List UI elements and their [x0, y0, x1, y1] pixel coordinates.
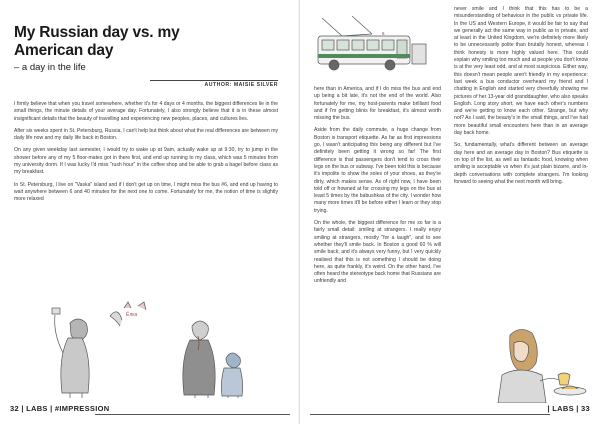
page-footer-right: | LABS | 33: [547, 404, 590, 413]
family-sketch-illustration: [30, 298, 270, 398]
svg-text:6: 6: [382, 31, 385, 36]
paragraph: Aside from the daily commute, a huge change from Boston is transport etiquette. As far as first impressions go, I wasn't anticipating this being any different but I've definitely been getting it wrong so far! The first difference is that passengers don't tend to cross their legs on the bus or subway. I've been told this is because it's impolite to show the soles of your shoes, as they're dirty, which makes sense. As of right now, I have been told off or frowned at for crossing my legs on the bus at least 5 times by the babushkas of the city. I wonder how many more times it'll be before either I learn or they stop trying.: [314, 127, 441, 214]
author-byline: AUTHOR: MAISIE SILVER: [150, 80, 278, 88]
bus-sketch-illustration: [312, 14, 432, 76]
svg-text:Ёлка: Ёлка: [126, 312, 138, 318]
paragraph: never smile and I think that this has to be a misunderstanding of behaviour in the public vs private life. In the US and Western Europe, it would be fair to say that we generally act the same way in public as in private, and at least in the United Kingdom, we're definitely more likely to be unnecessarily polite than brutally honest, whereas I think honesty is more highly valued here. This could explain why smiling too much and at people you don't know is at the very least odd, and at most suspicious. Either way, this doesn't mean people aren't friendly in my experience: last week a bus conductor overheard my friend and I chatting in English and started very cheerfully showing me pictures of her 13-year old granddaughter, who also speaks English. Long story short, we have each other's numbers and we're getting to know each other. Strange, but why not? As I said, the beauty's in the small things, and I've had more beautiful small encounters here than in an average day back home.: [454, 6, 588, 137]
article-subtitle: – a day in the life: [14, 62, 86, 73]
paragraph: I firmly believe that when you travel somewhere, whether it's for 4 days or 4 months, the biggest differences lie in the small things, the minute details of your average day. Fortunately, I also strongly believe that it is in these almost insignificant details that the beauty of travelling and experiencing new peoples, places, and cultures lies.: [14, 101, 278, 122]
right-column-1: [314, 86, 441, 291]
paragraph: here than in America, and if I do miss the bus and end up being a bit late, it's not the end of the world. Also fortunately for me, my host-parents make brilliant food and if I'm getting blinis for breakfast, it's almost worth missing the bus.: [314, 86, 441, 122]
paragraph: So, fundamentally, what's different between an average day here and an average day in Boston? Bus etiquette is on top of the list, as well as fantastic food, knowing when smiling is acceptable vs when it's just plain bizarre, and in-depth conversations with complete strangers. I'm looking forward to seeing what the next month will bring.: [454, 142, 588, 185]
right-column-2: [454, 6, 588, 191]
footer-rule: [310, 414, 550, 415]
paragraph: On the whole, the biggest difference for me so far is a fairly small detail: smiling at strangers. I really enjoy smiling at strangers, mostly "for a laugh", and to see whether they'll smile back. In Boston a good 60 % will smile back, and it's always very funny, but I very quickly realised that this is not something I should be doing here, as quite frankly, it's weird. On the other hand, I've often heard the stereotype back home that Russians are unfriendly and: [314, 220, 441, 285]
left-body-text: [14, 101, 278, 209]
right-page: [300, 0, 600, 424]
paragraph: On any given weekday last semester, I would try to wake up at 9am, actually wake up at 9:30, try to jump in the shower before any of my 5 floor-mates got in there first, and end up running to my class, which was 5 minutes from my university dorm. If I was lucky I'd miss "rush hour" in the coffee shop and be able to grab a bagel before class as my breakfast.: [14, 147, 278, 176]
woman-sketch-illustration: [480, 325, 590, 403]
page-footer-left: 32 | LABS | #IMPRESSION: [10, 404, 110, 413]
article-title: My Russian day vs. my American day: [14, 24, 180, 59]
paragraph: In St. Petersburg, I live on "Vaska" island and if I don't get up on time, I might miss the bus #6, and end up having to wait anywhere between 6 and 40 minutes for the next one to come. Fortunately for me, the notion of time is slightly more relaxed: [14, 181, 278, 203]
paragraph: After six weeks spent in St. Petersburg, Russia, I can't help but think about what the real differences are between my daily life now and my daily life back in Boston.: [14, 127, 278, 142]
footer-rule: [95, 414, 290, 415]
